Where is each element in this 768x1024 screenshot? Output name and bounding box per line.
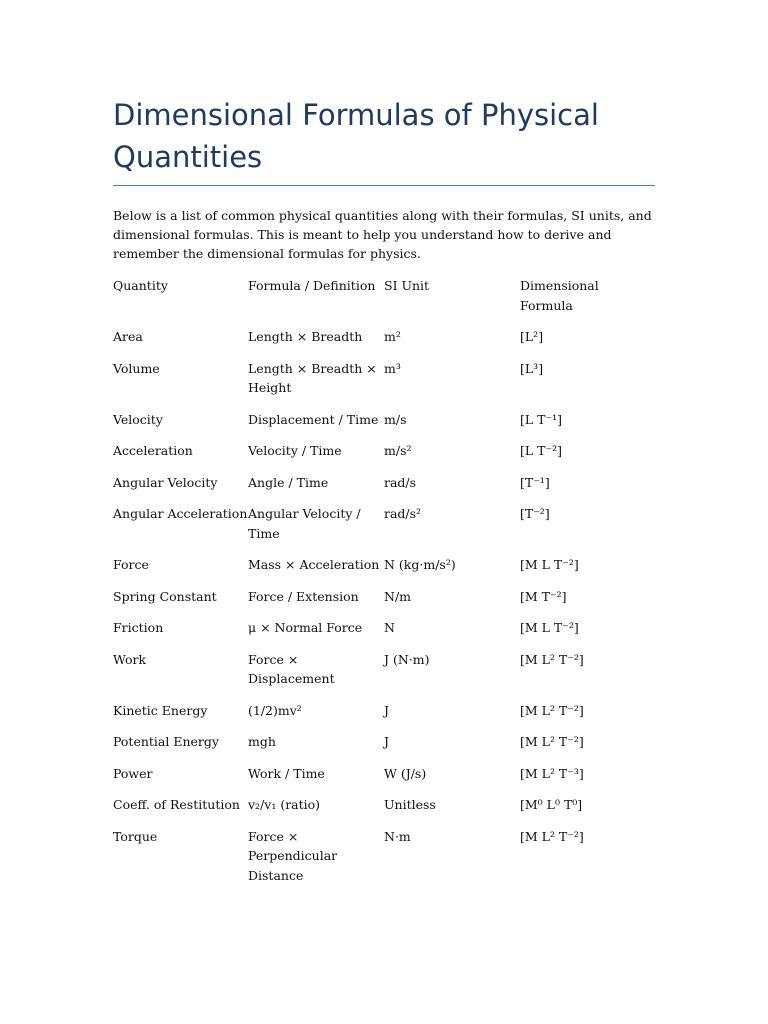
table-row: [113, 327, 633, 359]
table-row: [113, 473, 633, 505]
cell-quantity: Coeff. of Restitution: [113, 797, 240, 812]
cell-quantity: Power: [113, 765, 153, 781]
cell-formula: mgh: [248, 734, 276, 749]
cell-formula: Angular Velocity / Time: [248, 506, 361, 541]
cell-si-unit: N·m: [384, 828, 411, 844]
cell-dimensional-formula: [M T⁻²]: [520, 588, 567, 604]
cell-dimensional-formula: [M⁰ L⁰ T⁰]: [520, 797, 583, 812]
table-row: [113, 555, 633, 587]
cell-si-unit: J (N·m): [384, 651, 430, 667]
table-row: [113, 410, 633, 442]
cell-si-unit: W (J/s): [384, 765, 427, 781]
cell-formula: Length × Breadth: [248, 329, 363, 344]
cell-dimensional-formula: [M L² T⁻²]: [520, 828, 584, 844]
table-row: [113, 701, 633, 733]
cell-dimensional-formula: [M L T⁻²]: [520, 620, 579, 635]
quantities-table: [113, 276, 633, 897]
cell-dimensional-formula: [T⁻¹]: [520, 474, 550, 490]
cell-quantity: Potential Energy: [113, 734, 219, 749]
cell-formula: Work / Time: [248, 765, 325, 781]
cell-si-unit: N (kg·m/s²): [384, 557, 456, 572]
table-header-row: [113, 276, 633, 327]
cell-formula: Force × Perpendicular Distance: [248, 828, 338, 883]
intro-paragraph: Below is a list of common physical quantities along with their formulas, SI units, and dimensional formulas. This is meant to help you understand how to derive and remember the dimensional formulas for physics.: [113, 208, 652, 261]
cell-dimensional-formula: [L³]: [520, 360, 544, 376]
page-title: Dimensional Formulas of Physical Quantities: [113, 94, 655, 186]
table-row: [113, 764, 633, 796]
table-row: [113, 359, 633, 410]
cell-quantity: Angular Velocity: [113, 474, 218, 490]
cell-dimensional-formula: [M L² T⁻²]: [520, 651, 584, 667]
table-row: [113, 618, 633, 650]
cell-quantity: Friction: [113, 620, 164, 635]
cell-dimensional-formula: [M L² T⁻³]: [520, 765, 584, 781]
cell-si-unit: J: [384, 734, 390, 749]
cell-formula: v₂/v₁ (ratio): [248, 797, 321, 812]
cell-quantity: Velocity: [113, 411, 163, 427]
cell-si-unit: N/m: [384, 588, 412, 604]
cell-si-unit: Unitless: [384, 797, 436, 812]
cell-formula: Length × Breadth × Height: [248, 360, 377, 395]
table-row: [113, 795, 633, 827]
cell-si-unit: rad/s²: [384, 506, 422, 521]
cell-formula: Velocity / Time: [248, 443, 342, 458]
cell-si-unit: m²: [384, 329, 401, 344]
cell-quantity: Area: [113, 329, 143, 344]
cell-si-unit: J: [384, 702, 390, 718]
cell-formula: (1/2)mv²: [248, 702, 302, 718]
cell-formula: Force / Extension: [248, 588, 359, 604]
cell-quantity: Kinetic Energy: [113, 702, 208, 718]
cell-si-unit: rad/s: [384, 474, 417, 490]
cell-dimensional-formula: [L T⁻²]: [520, 443, 562, 458]
cell-dimensional-formula: [L²]: [520, 329, 544, 344]
cell-formula: Angle / Time: [248, 474, 329, 490]
header-quantity: Quantity: [113, 278, 168, 293]
header-dimensional-formula: Dimensional Formula: [520, 278, 599, 313]
cell-si-unit: m/s: [384, 411, 407, 427]
cell-quantity: Angular Acceleration: [113, 506, 248, 521]
table-row: [113, 441, 633, 473]
cell-dimensional-formula: [M L² T⁻²]: [520, 734, 584, 749]
cell-quantity: Force: [113, 557, 149, 572]
cell-si-unit: N: [384, 620, 395, 635]
table-row: [113, 827, 633, 898]
cell-formula: Mass × Acceleration: [248, 557, 380, 572]
cell-quantity: Volume: [113, 360, 160, 376]
cell-quantity: Acceleration: [113, 443, 193, 458]
cell-quantity: Torque: [113, 828, 158, 844]
cell-dimensional-formula: [M L T⁻²]: [520, 557, 579, 572]
cell-formula: μ × Normal Force: [248, 620, 363, 635]
table-row: [113, 587, 633, 619]
cell-dimensional-formula: [M L² T⁻²]: [520, 702, 584, 718]
table-row: [113, 650, 633, 701]
cell-dimensional-formula: [L T⁻¹]: [520, 411, 562, 427]
header-formula: Formula / Definition: [248, 278, 376, 293]
document-page: [113, 94, 655, 897]
table-row: [113, 732, 633, 764]
cell-quantity: Spring Constant: [113, 588, 217, 604]
cell-formula: Force × Displacement: [248, 651, 335, 686]
table-row: [113, 504, 633, 555]
cell-formula: Displacement / Time: [248, 411, 379, 427]
cell-si-unit: m/s²: [384, 443, 412, 458]
header-si-unit: SI Unit: [384, 278, 430, 293]
cell-dimensional-formula: [T⁻²]: [520, 506, 550, 521]
cell-quantity: Work: [113, 651, 147, 667]
cell-si-unit: m³: [384, 360, 401, 376]
